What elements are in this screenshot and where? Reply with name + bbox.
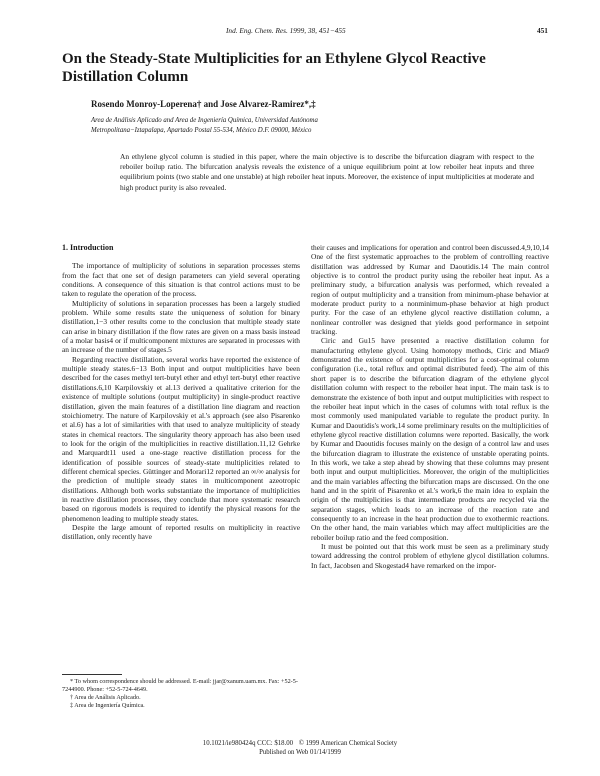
footnotes <box>62 674 300 710</box>
journal-citation: Ind. Eng. Chem. Res. 1999, 38, 451−455 <box>226 26 346 35</box>
paragraph: It must be pointed out that this work must be seen as a preliminary study toward addressing the control problem of ethylene glycol distillation columns. In fact, Jacobsen and Skogestad4 have remarked on the impor- <box>311 542 549 570</box>
abstract: An ethylene glycol column is studied in this paper, where the main objective is to describe the bifurcation diagram with respect to the reboiler boilup ratio. The bifurcation analysis reveals the existence of a unique equilibrium point at low reboiler heat inputs and three equilibrium points (two stable and one unstable) at high reboiler heat inputs. Moreover, the existence of input multiplicities at moderate and high product purity is also revealed. <box>120 152 534 192</box>
footnote: ‡ Area de Ingeniería Química. <box>70 702 145 709</box>
page-number: 451 <box>537 26 548 35</box>
published-date: Published on Web 01/14/1999 <box>259 749 341 756</box>
author-list: Rosendo Monroy-Loperena† and Jose Alvarez-Ramirez*,‡ <box>91 99 316 109</box>
paragraph: The importance of multiplicity of solutions in separation processes stems from the fact that one set of design parameters can yield several operating conditions. A consequence of this situation is that control actions must to be taken to regulate the operation of the process. <box>62 261 300 299</box>
affiliation <box>91 116 531 136</box>
copyright: © 1999 American Chemical Society <box>298 740 398 747</box>
paragraph: Regarding reactive distillation, several works have reported the existence of multiple steady states.6−13 Both input and output multiplicities have been described for the cases methyl tert-butyl ether and ethyl tert-butyl ether reactive distillations.6,10 Karpilovskiy et al.13 derived a qualitative criterion for the existence of multiple solutions (output multiplicity) in single-product reactive distillation, given the main features of a distillation line diagram and reaction stoichiometry. The nature of Karpilovskiy et al.'s approach (see also Pisarenko et al.6) has a lot of similarities with that used to analyze multiplicity of steady states in chemical reactors. The singularity theory approach has also been used to look for the origin of the multiplicities in reactive distillation.11,12 Gehrke and Marquardt11 used a one-stage reactive distillation process for the identification of possible sources of steady-state multiplicities related to different chemical species. Güttinger and Morari12 reported an ∞/∞ analysis for the prediction of multiple steady states in multicomponent azeotropic distillations. Although both works substantiate the importance of multiplicities in reactive distillation processes, they conclude that more systematic research based on rigorous models is required to identify the physical reasons for the phenomenon leading to multiple steady states. <box>62 354 300 523</box>
footnote: * To whom correspondence should be addressed. E-mail: jjar@xanum.uam.mx. Fax: +52-5-7244900. Phone: +52-5-724-4649. <box>62 678 298 693</box>
affiliation-line-2: Metropolitana−Iztapalapa, Apartado Postal 55-534, México D.F. 09000, México <box>91 127 312 134</box>
footnote-divider <box>62 674 122 675</box>
affiliation-line-1: Area de Análisis Aplicado and Area de Ingeniería Química, Universidad Autónoma <box>91 117 318 124</box>
paragraph: Despite the large amount of reported results on multiplicity in reactive distillation, only recently have <box>62 522 300 542</box>
publication-line <box>0 740 600 747</box>
paragraph: Multiplicity of solutions in separation processes has been a largely studied problem. While some results state the uniqueness of solution for binary distillation,1−3 other results come to the conclusion that multiple steady state can arise in binary distillation if the flow rates are given on a mass basis instead of a molar basis4 or if multicomponent mixtures are separated in processes with an increase of the number of stages.5 <box>62 298 300 355</box>
right-column <box>311 243 549 570</box>
article-title: On the Steady-State Multiplicities for an Ethylene Glycol Reactive Distillation Column <box>62 51 486 85</box>
doi-price: 10.1021/ie980424q CCC: $18.00 <box>202 740 294 747</box>
section-heading: 1. Introduction <box>62 243 114 252</box>
left-column <box>62 243 300 542</box>
footnote: † Area de Análisis Aplicado. <box>70 694 141 701</box>
paragraph: Ciric and Gu15 have presented a reactive distillation column for manufacturing ethylene glycol. Using homotopy methods, Ciric and Miao9 demonstrated the existence of output multiplicities for a cost-optimal column configuration (i.e., total reflux and optimal distributed feed). The aim of this short paper is to describe the bifurcation diagram of the ethylene glycol distillation column with respect to the reboiler heat input. The main task is to demonstrate the existence of both input and output multiplicities with respect to the reboiler heat input which in the cases of columns with total reflux is the most commonly used manipulated variable to regulate the product purity. In Kumar and Daoutidis's work,14 some preliminary results on the multiplicities of ethylene glycol reactive distillation columns were reported. Basically, the work by Kumar and Daoutidis focuses mainly on the design of a control law and uses the bifurcation diagram to illustrate the existence of unstable operating points. In this work, we take a step ahead by showing that these columns may present both input and output multiplicities. Moreover, the origin of the multiplicities and the main variables affecting the bifurcation maps are discussed. On the one hand and in the spirit of Pisarenko et al.'s work,6 the main idea to explain the origin of the multiplicities is that intermediate products are recycled via the separation stages, which leads to an increase of the reaction rate and consequently to an increase in the heat production due to exothermic reactions. On the other hand, the main variables which may affect multiplicities are the reboiler boilup ratio and the feed composition. <box>311 336 549 542</box>
paragraph: their causes and implications for operation and control been discussed.4,9,10,14 One of the first systematic approaches to the problem of controlling reactive distillation was addressed by Kumar and Daoutidis.14 The main control objective is to control the product purity using the reboiler heat input. As a preliminary study, a bifurcation analysis was performed, which revealed a region of output multiplicity and a transition from minimum-phase behavior at moderate product purity to a nonminimum-phase behavior at high product purity. For the case of an ethylene glycol reactive distillation column, a nonlinear controller was designed that yields good performance in setpoint tracking. <box>311 243 549 337</box>
